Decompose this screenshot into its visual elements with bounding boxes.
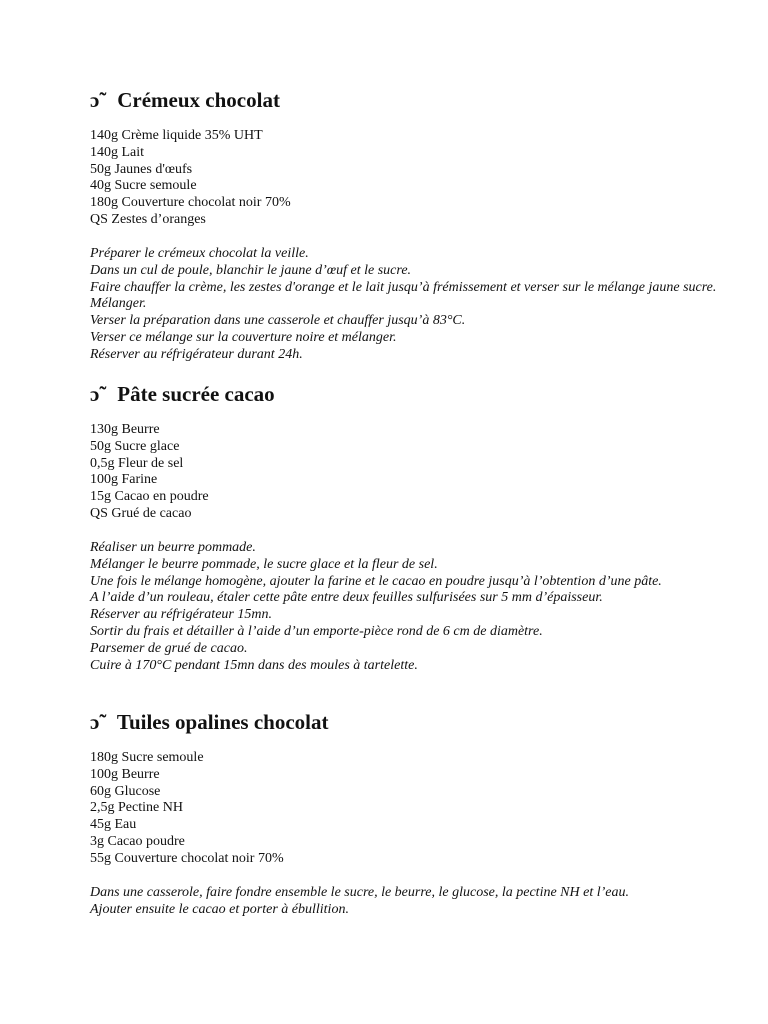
step-item: A l’aide d’un rouleau, étaler cette pâte entre deux feuilles sulfurisées sur 5 mm d’épaisseur. [90,590,603,606]
ingredient-item: 60g Glucose [90,783,161,799]
section-bullet-glyph: ɔ̃ [90,382,100,406]
ingredient-item: 130g Beurre [90,422,160,437]
ingredient-item: 0,5g Fleur de sel [90,455,184,471]
ingredient-list-pate-sucree [90,422,744,523]
ingredient-item: 140g Lait [90,144,145,160]
step-item: Réserver au réfrigérateur 15mn. [90,607,272,623]
ingredient-item: 45g Eau [90,817,137,833]
step-item: Sortir du frais et détailler à l’aide d’un emporte-pièce rond de 6 cm de diamètre. [90,623,543,639]
ingredient-item: 2,5g Pectine NH [90,800,183,816]
ingredient-item: 15g Cacao en poudre [90,489,209,505]
step-item: Ajouter ensuite le cacao et porter à ébullition. [90,901,349,917]
ingredient-item: 50g Sucre glace [90,438,180,454]
section-bullet-glyph: ɔ̃ [90,710,100,734]
ingredient-item: 50g Jaunes d'œufs [90,161,193,177]
step-item: Dans un cul de poule, blanchir le jaune d’œuf et le sucre. [90,262,412,278]
ingredient-item: 3g Cacao poudre [90,833,185,849]
ingredient-item: 140g Crème liquide 35% UHT [90,128,263,143]
ingredient-list-tuiles [90,750,744,868]
section-title-text: Tuiles opalines chocolat [116,710,329,734]
step-item: Faire chauffer la crème, les zestes d'orange et le lait jusqu’à frémissement et verser sur le mélange jaune sucre. Mélanger. [90,279,717,312]
ingredient-item: 180g Sucre semoule [90,750,204,765]
step-item: Verser ce mélange sur la couverture noire et mélanger. [90,329,397,345]
step-item: Préparer le crémeux chocolat la veille. [90,246,309,261]
section-title-tuiles [90,710,328,734]
ingredient-item: QS Grué de cacao [90,505,192,521]
ingredient-item: 55g Couverture chocolat noir 70% [90,850,284,866]
ingredient-list-cremeux [90,128,744,229]
step-item: Une fois le mélange homogène, ajouter la farine et le cacao en poudre jusqu’à l’obtention d’une pâte. [90,573,662,589]
step-item: Verser la préparation dans une casserole et chauffer jusqu’à 83°C. [90,313,466,329]
ingredient-item: 100g Beurre [90,766,160,782]
step-item: Parsemer de grué de cacao. [90,640,248,656]
step-item: Mélanger le beurre pommade, le sucre glace et la fleur de sel. [90,556,438,572]
steps-list-tuiles [90,885,744,919]
section-title-pate-sucree [90,382,275,406]
section-title-cremeux [90,88,280,112]
ingredient-item: 100g Farine [90,472,158,488]
step-item: Cuire à 170°C pendant 15mn dans des moules à tartelette. [90,657,418,673]
step-item: Dans une casserole, faire fondre ensemble le sucre, le beurre, le glucose, la pectine NH et l’eau. [90,885,629,900]
ingredient-item: QS Zestes d’oranges [90,211,206,227]
section-bullet-glyph: ɔ̃ [90,88,100,112]
section-title-text: Crémeux chocolat [117,88,280,112]
ingredient-item: 40g Sucre semoule [90,178,197,194]
section-title-text: Pâte sucrée cacao [117,382,275,406]
step-item: Réserver au réfrigérateur durant 24h. [90,346,303,362]
steps-list-cremeux [90,246,744,364]
step-item: Réaliser un beurre pommade. [90,540,256,555]
steps-list-pate-sucree [90,540,744,674]
ingredient-item: 180g Couverture chocolat noir 70% [90,195,291,211]
